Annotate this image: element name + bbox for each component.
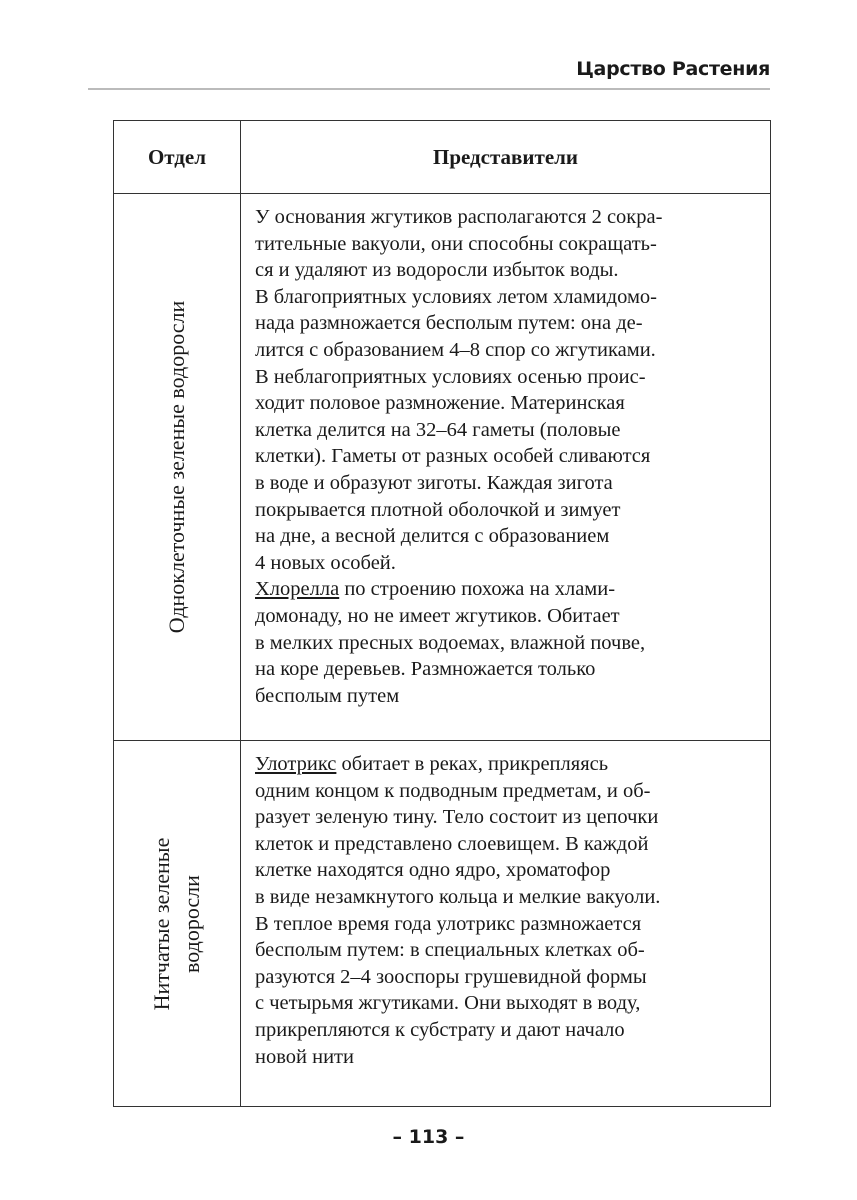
- text-line: [255, 417, 760, 444]
- line-text: новой нити: [255, 1045, 354, 1068]
- underlined-term: Улотрикс: [255, 753, 337, 775]
- text-line: [255, 257, 760, 284]
- line-text: клетке находятся одно ядро, хроматофор: [255, 859, 611, 882]
- division-label: [162, 301, 192, 634]
- line-text: У основания жгутиков располагаются 2 сокра-: [255, 206, 663, 228]
- text-line: [255, 831, 760, 858]
- text-line: [255, 204, 760, 231]
- line-text: В благоприятных условиях летом хламидомо-: [255, 285, 658, 308]
- header-rule: [88, 88, 770, 90]
- text-line: [255, 364, 760, 391]
- text-line: [255, 470, 760, 497]
- line-text: ся и удаляют из водоросли избыток воды.: [255, 259, 619, 282]
- line-text: В теплое время года улотрикс размножается: [255, 912, 642, 935]
- line-text: 4 новых особей.: [255, 551, 396, 574]
- line-text: клетка делится на 32–64 гаметы (половые: [255, 418, 621, 441]
- text-line: [255, 656, 760, 683]
- header-representatives: Представители: [241, 121, 771, 194]
- line-text: тительные вакуоли, они способны сокращать-: [255, 232, 657, 255]
- text-line: [255, 884, 760, 911]
- text-line: [255, 576, 760, 603]
- text-line: [255, 804, 760, 831]
- text-line: [255, 231, 760, 258]
- representatives-cell: [241, 741, 771, 1107]
- division-label-line: водоросли: [179, 874, 204, 973]
- line-text: в виде незамкнутого кольца и мелкие вакуоли.: [255, 885, 661, 908]
- division-label-line: Одноклеточные зеленые водоросли: [164, 300, 189, 634]
- division-label-line: Нитчатые зеленые: [149, 837, 174, 1010]
- header-division: Отдел: [114, 121, 241, 194]
- line-text: покрывается плотной оболочкой и зимует: [255, 498, 621, 521]
- line-text: бесполым путем: в специальных клетках об-: [255, 939, 645, 962]
- text-line: [255, 497, 760, 524]
- line-text: с четырьмя жгутиками. Они выходят в воду,: [255, 992, 641, 1015]
- text-line: [255, 630, 760, 657]
- table-row: [114, 741, 771, 1107]
- line-text: разуются 2–4 зооспоры грушевидной формы: [255, 965, 647, 988]
- text-line: [255, 751, 760, 778]
- text-line: [255, 778, 760, 805]
- text-line: [255, 443, 760, 470]
- text-line: [255, 911, 760, 938]
- line-text: нада размножается бесполым путем: она де-: [255, 312, 643, 335]
- text-line: [255, 1044, 760, 1071]
- text-line: [255, 523, 760, 550]
- line-text: ходит половое размножение. Материнская: [255, 392, 625, 415]
- text-line: [255, 937, 760, 964]
- line-text: в мелких пресных водоемах, влажной почве,: [255, 631, 646, 654]
- line-text: разует зеленую тину. Тело состоит из цепочки: [255, 806, 659, 829]
- division-label: [147, 837, 207, 1010]
- text-line: [255, 603, 760, 630]
- line-text: на дне, а весной делится с образованием: [255, 525, 610, 548]
- table-header-row: [114, 121, 771, 194]
- text-line: [255, 390, 760, 417]
- line-text: по строению похожа на хлами-: [339, 578, 616, 601]
- line-text: на коре деревьев. Размножается только: [255, 658, 596, 681]
- page-number: – 113 –: [392, 1126, 465, 1148]
- text-line: [255, 990, 760, 1017]
- text-line: [255, 857, 760, 884]
- line-text: клетки). Гаметы от разных особей сливаются: [255, 445, 651, 468]
- line-text: в воде и образуют зиготы. Каждая зигота: [255, 471, 613, 494]
- line-text: лится с образованием 4–8 спор со жгутиками.: [255, 338, 656, 361]
- division-cell: [114, 194, 241, 741]
- running-head: Царство Растения: [576, 58, 770, 80]
- line-text: обитает в реках, прикрепляясь: [336, 753, 609, 775]
- line-text: одним концом к подводным предметам, и об-: [255, 779, 651, 802]
- line-text: В неблагоприятных условиях осенью проис-: [255, 365, 646, 388]
- algae-table: [113, 120, 771, 1107]
- line-text: домонаду, но не имеет жгутиков. Обитает: [255, 604, 620, 627]
- division-cell: [114, 741, 241, 1107]
- representatives-cell: [241, 194, 771, 741]
- line-text: клеток и представлено слоевищем. В каждой: [255, 832, 649, 855]
- line-text: бесполым путем: [255, 684, 400, 707]
- table-row: [114, 194, 771, 741]
- text-line: [255, 964, 760, 991]
- text-line: [255, 310, 760, 337]
- text-line: [255, 683, 760, 710]
- text-line: [255, 550, 760, 577]
- text-line: [255, 284, 760, 311]
- underlined-term: Хлорелла: [255, 578, 340, 601]
- text-line: [255, 337, 760, 364]
- text-line: [255, 1017, 760, 1044]
- line-text: прикрепляются к субстрату и дают начало: [255, 1018, 625, 1041]
